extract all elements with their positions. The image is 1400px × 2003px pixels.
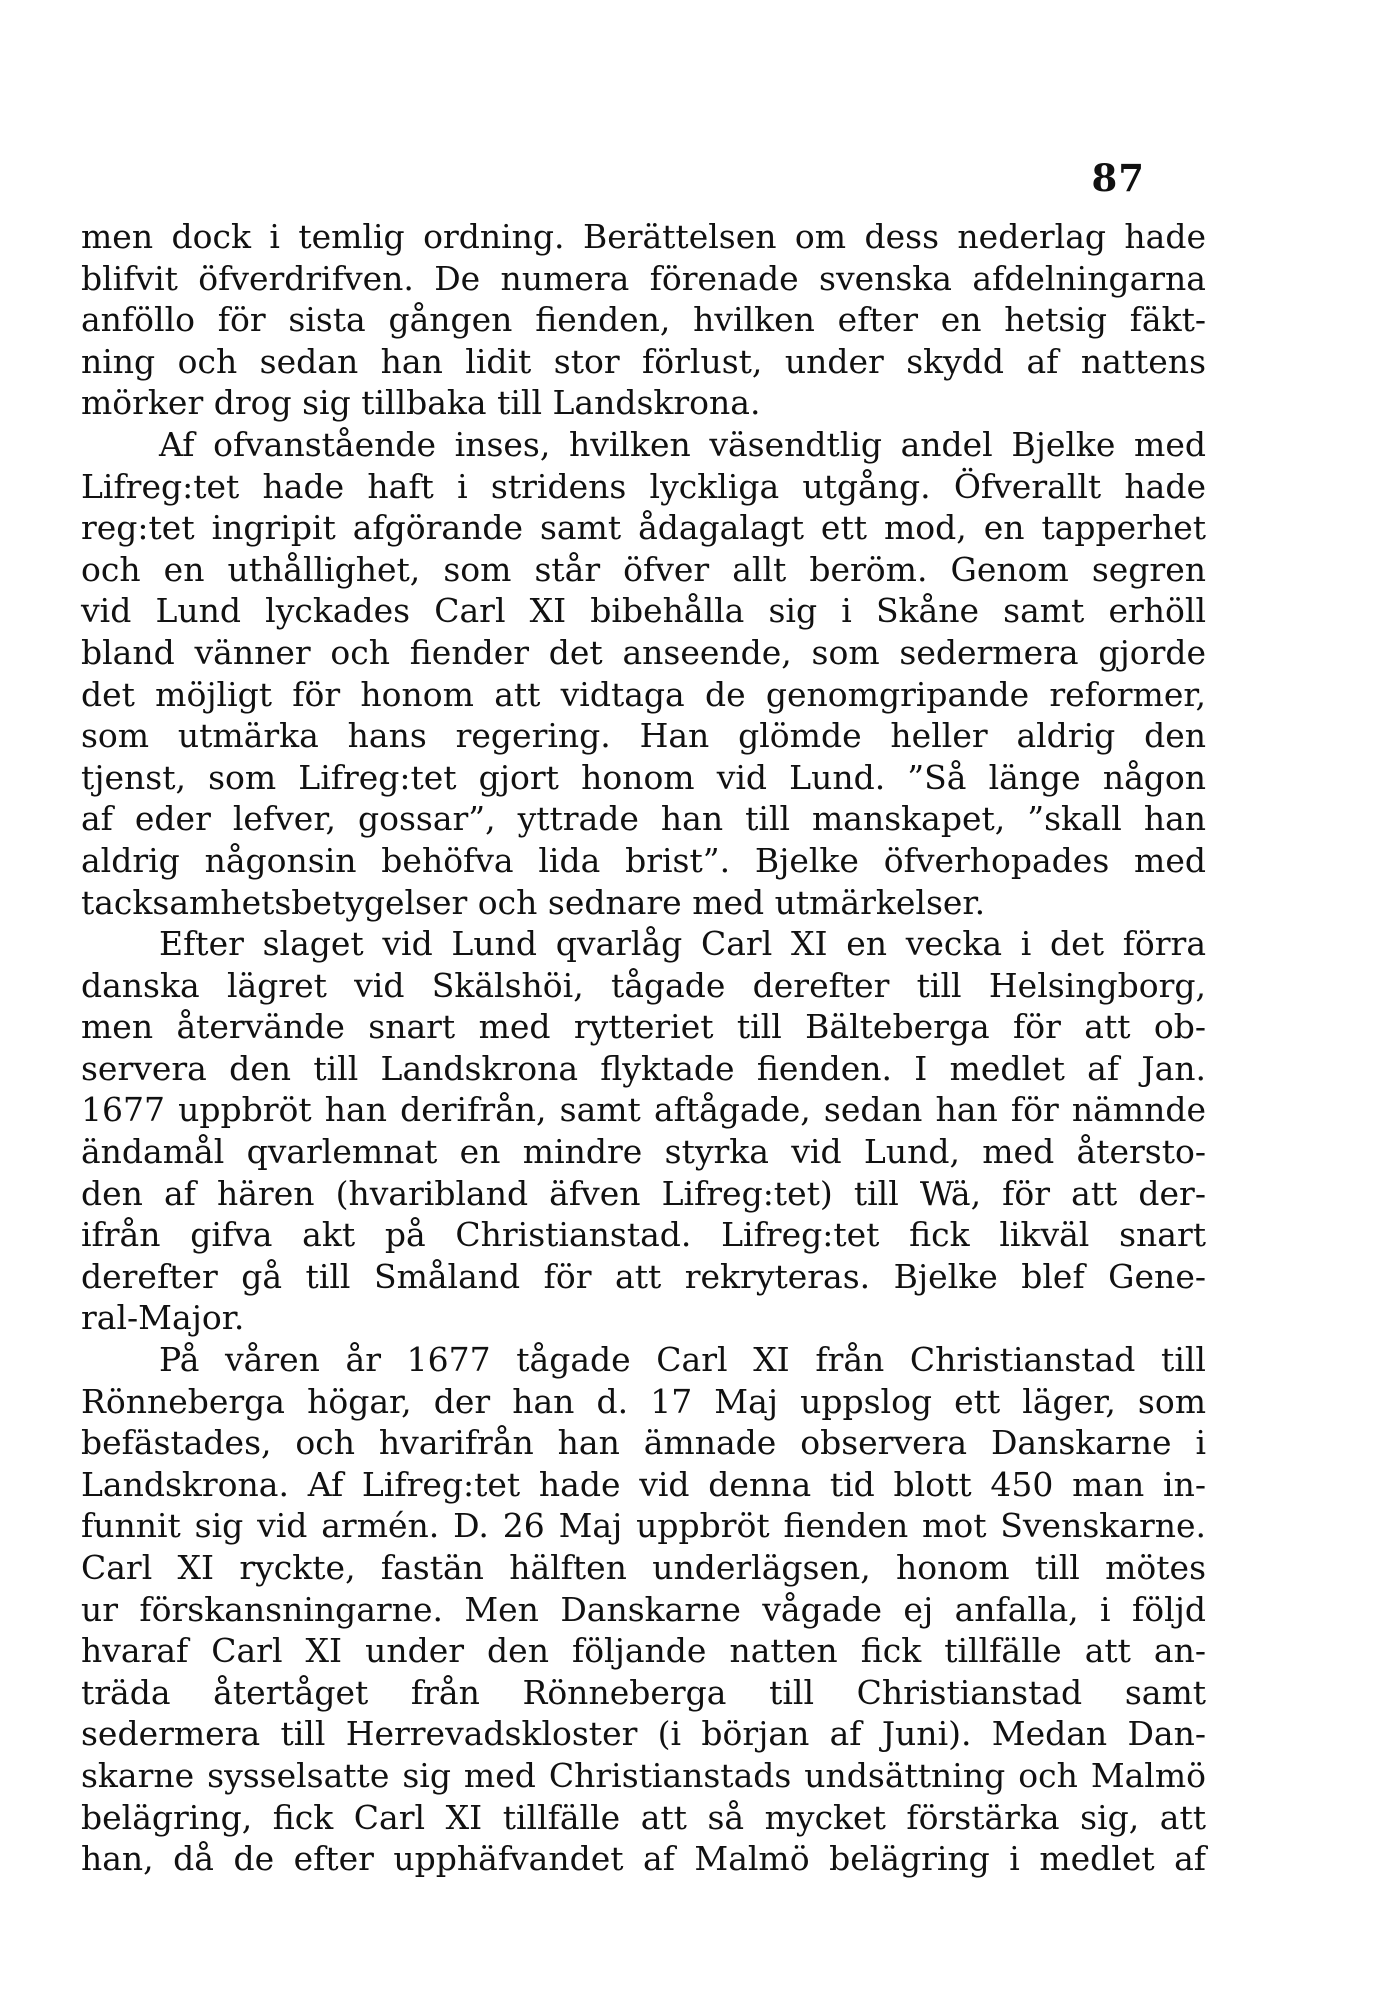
text-line: anföllo för sista gången fienden, hvilken efter en hetsig fäkt- [81, 300, 1206, 340]
text-line: skarne sysselsatte sig med Christianstads undsättning och Malmö [81, 1755, 1206, 1795]
page-number: 87 [1091, 156, 1145, 200]
text-line: ur förskansningarne. Men Danskarne vågade ej anfalla, i följd [81, 1589, 1206, 1629]
text-line: hvaraf Carl XI under den följande natten fick tillfälle att an- [81, 1631, 1206, 1671]
text-line: af eder lefver, gossar”, yttrade han till manskapet, ”skall han [81, 799, 1206, 839]
text-line: servera den till Landskrona flyktade fienden. I medlet af Jan. [81, 1048, 1206, 1088]
text-line: På våren år 1677 tågade Carl XI från Christianstad till [159, 1340, 1206, 1380]
text-line: ral-Major. [81, 1298, 245, 1338]
text-line: sedermera till Herrevadskloster (i början af Juni). Medan Dan- [81, 1714, 1206, 1754]
text-line: funnit sig vid armén. D. 26 Maj uppbröt fienden mot Svenskarne. [81, 1506, 1206, 1546]
text-line: och en uthållighet, som står öfver allt beröm. Genom segren [81, 549, 1206, 589]
text-line: Lifreg:tet hade haft i stridens lyckliga utgång. Öfverallt hade [81, 466, 1206, 506]
text-line: Rönneberga högar, der han d. 17 Maj uppslog ett läger, som [81, 1381, 1206, 1421]
text-line: men dock i temlig ordning. Berättelsen om dess nederlag hade [81, 217, 1206, 256]
text-line: Landskrona. Af Lifreg:tet hade vid denna tid blott 450 man in- [81, 1464, 1206, 1504]
body-text [81, 216, 1206, 1880]
text-line: belägring, fick Carl XI tillfälle att så mycket förstärka sig, att [81, 1797, 1206, 1837]
text-line: derefter gå till Småland för att rekryteras. Bjelke blef Gene- [81, 1256, 1206, 1296]
text-line: Carl XI ryckte, fastän hälften underlägsen, honom till mötes [81, 1548, 1206, 1587]
text-line: vid Lund lyckades Carl XI bibehålla sig i Skåne samt erhöll [81, 591, 1206, 631]
text-line: Af ofvanstående inses, hvilken väsendtlig andel Bjelke med [159, 424, 1206, 464]
text-line: Efter slaget vid Lund qvarlåg Carl XI en vecka i det förra [159, 924, 1206, 964]
text-line: ifrån gifva akt på Christianstad. Lifreg:tet fick likväl snart [81, 1215, 1206, 1255]
text-line: aldrig någonsin behöfva lida brist”. Bjelke öfverhopades med [81, 840, 1206, 880]
text-line: tjenst, som Lifreg:tet gjort honom vid Lund. ”Så länge någon [81, 757, 1206, 797]
text-line: det möjligt för honom att vidtaga de genomgripande reformer, [81, 674, 1206, 714]
text-line: befästades, och hvarifrån han ämnade observera Danskarne i [81, 1423, 1206, 1463]
text-line: men återvände snart med rytteriet till Bälteberga för att ob- [81, 1007, 1206, 1047]
text-line: danska lägret vid Skälshöi, tågade derefter till Helsingborg, [81, 965, 1206, 1005]
text-line: träda återtåget från Rönneberga till Christianstad samt [81, 1672, 1206, 1712]
text-line: reg:tet ingripit afgörande samt ådagalagt ett mod, en tapperhet [81, 508, 1206, 548]
text-line: blifvit öfverdrifven. De numera förenade svenska afdelningarna [81, 258, 1206, 298]
text-line: ning och sedan han lidit stor förlust, under skydd af nattens [81, 341, 1206, 381]
paragraph-container [81, 216, 1206, 1880]
text-line: mörker drog sig tillbaka till Landskrona. [81, 383, 761, 423]
text-line: den af hären (hvaribland äfven Lifreg:tet) till Wä, för att der- [81, 1173, 1206, 1213]
text-line: som utmärka hans regering. Han glömde heller aldrig den [81, 716, 1206, 756]
text-line: tacksamhetsbetygelser och sednare med utmärkelser. [81, 882, 986, 922]
text-line: han, då de efter upphäfvandet af Malmö belägring i medlet af [81, 1839, 1206, 1879]
text-line: ändamål qvarlemnat en mindre styrka vid Lund, med återsto- [81, 1132, 1206, 1172]
text-line: bland vänner och fiender det anseende, som sedermera gjorde [81, 632, 1206, 672]
text-line: 1677 uppbröt han derifrån, samt aftågade, sedan han för nämnde [81, 1090, 1206, 1130]
